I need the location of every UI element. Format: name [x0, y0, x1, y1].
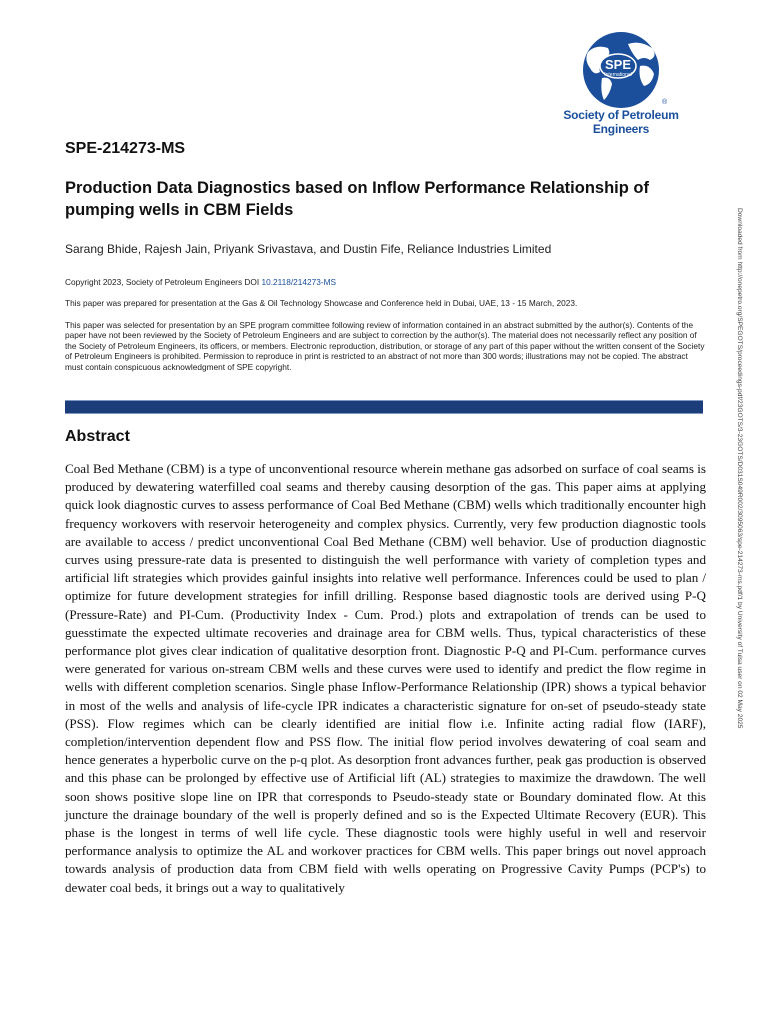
download-watermark: Downloaded from http://onepetro.org/SPEGOTS/proceedings-pdf/23GOTS/3-23GOTS/D031S049R002/3095063/spe-214273-ms.pdf/1 by University of Tulsa user on 02 May 2025: [736, 208, 743, 729]
logo-letters: SPE: [604, 57, 632, 72]
copyright-text: Copyright 2023, Society of Petroleum Engineers DOI: [65, 277, 262, 287]
org-name: Society of Petroleum Engineers: [563, 108, 679, 136]
logo-sublabel: International: [604, 72, 632, 78]
registered-mark: ®: [662, 99, 668, 106]
globe-icon: [556, 30, 686, 110]
spe-logo: [536, 30, 706, 136]
paper-title: Production Data Diagnostics based on Inflow Performance Relationship of pumping wells in CBM Fields: [65, 179, 649, 219]
disclaimer-text: This paper was selected for presentation by an SPE program committee following review of information contained in an abstract submitted by the author(s). Contents of the paper have not been reviewed by the Society of Petroleum Engineers and are subject to correction by the author(s). The material does not necessarily reflect any position of the Society of Petroleum Engineers, its officers, or members. Electronic reproduction, distribution, or storage of any part of this paper without the written consent of the Society of Petroleum Engineers is prohibited. Permission to reproduce in print is restricted to an abstract of not more than 300 words; illustrations may not be copied. The abstract must contain conspicuous acknowledgment of SPE copyright.: [65, 320, 705, 372]
presentation-note: This paper was prepared for presentation at the Gas & Oil Technology Showcase and Conference held in Dubai, UAE, 13 - 15 March, 2023.: [65, 298, 578, 308]
abstract-heading: Abstract: [65, 428, 130, 445]
section-divider: [65, 400, 703, 414]
copyright-line: [65, 277, 705, 287]
doi-link[interactable]: 10.2118/214273-MS: [261, 277, 337, 287]
paper-id: SPE-214273-MS: [65, 140, 186, 157]
abstract-body: Coal Bed Methane (CBM) is a type of unconventional resource wherein methane gas adsorbed on surface of coal seams is produced by dewatering waterfilled coal seams and thereby causing desorption of the gas. This paper aims at applying quick look diagnostic curves to assess performance of Coal Bed Methane (CBM) wells which traditionally encounter high frequency workovers with reservoir heterogeneity and complex physics. Currently, very few production diagnostic tools are available to access / predict unconventional Coal Bed Methane (CBM) well behavior. Use of production diagnostic curves using pressure-rate data is presented to distinguish the well performance with variety of completion types and artificial lift strategies which provides gainful insights into relative well performance. Inferences could be used to plan / optimize for future development strategies for infill drilling. Response based diagnostic tools are derived using P-Q (Pressure-Rate) and PI-Cum. (Productivity Index - Cum. Prod.) plots and extrapolation of trends can be used to guesstimate the expected ultimate recoveries and drainage area for CBM wells. Thus, typical characteristics of these performance plot gives clear indication of qualitative desorption front. Diagnostic P-Q and PI-Cum. performance curves were generated for various on-stream CBM wells and these curves were used to identify and predict the flow regime in wells with different completion scenarios. Single phase Inflow-Performance Relationship (IPR) shows a typical behavior in most of the wells and analysis of life-cycle IPR indicates a characteristic signature for on-set of pseudo-steady state (PSS). Flow regimes which can be clearly identified are initial flow i.e. Infinite acting radial flow (IARF), completion/intervention dependent flow and PSS flow. The initial flow period involves dewatering of coal seam and hence generates a hyperbolic curve on the p-q plot. As desorption front advances further, peak gas production is observed and this phase can be prolonged by effective use of Artificial lift (AL) strategies to maximize the drawdown. The well soon shows positive slope line on IPR that corresponds to Pseudo-steady state or Boundary dominated flow. At this juncture the drainage boundary of the well is properly defined and so is the Expected Ultimate Recovery (EUR). This phase is the longest in terms of well life cycle. These diagnostic tools were highly useful in well and reservoir performance analysis to optimize the AL and workover practices for CBM wells. This paper brings out novel approach towards analysis of production data from CBM field with wells operating on Progressive Cavity Pumps (PCP's) to dewater coal beds, it brings out a way to qualitatively: [65, 461, 706, 895]
author-list: Sarang Bhide, Rajesh Jain, Priyank Srivastava, and Dustin Fife, Reliance Industries Limited: [65, 242, 552, 256]
